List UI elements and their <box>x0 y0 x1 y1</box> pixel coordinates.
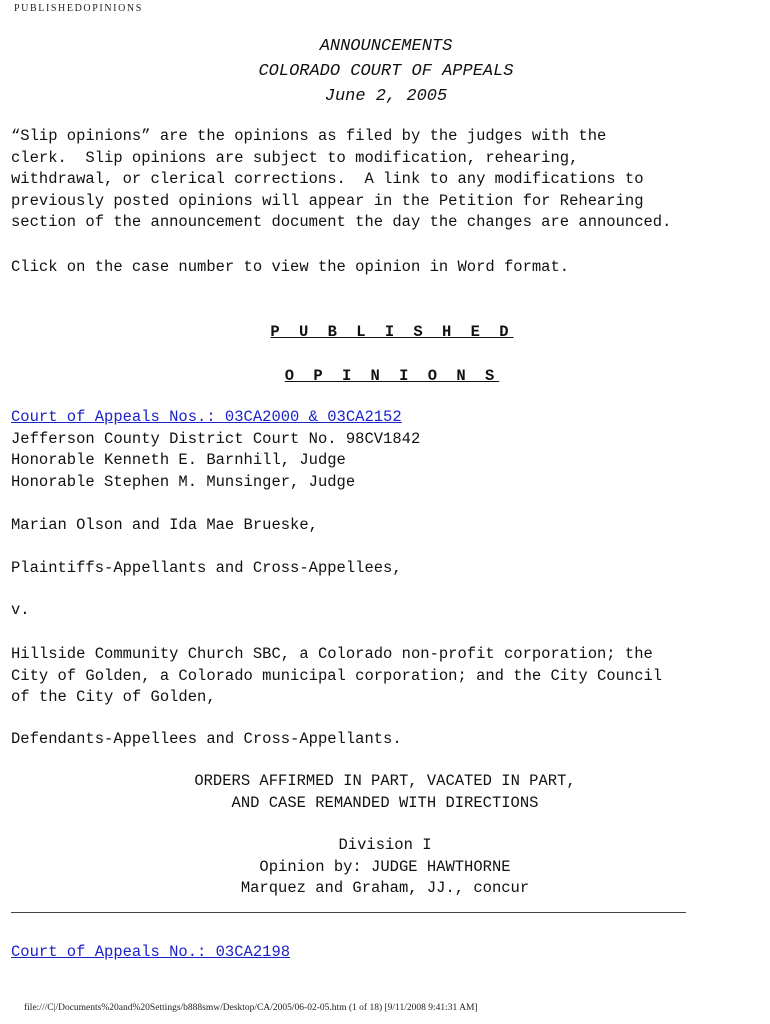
intro-line: withdrawal, or clerical corrections. A link to any modifications to <box>11 170 644 188</box>
defendants <box>11 644 761 709</box>
defendants-line: Hillside Community Church SBC, a Colorado non-profit corporation; the <box>11 645 653 663</box>
announcement-line1: ANNOUNCEMENTS <box>319 37 453 56</box>
announcement-title <box>11 34 761 109</box>
judge-line: Honorable Stephen M. Munsinger, Judge <box>11 472 356 491</box>
intro-paragraph <box>11 126 761 234</box>
disposition-line: AND CASE REMANDED WITH DIRECTIONS <box>231 793 539 812</box>
case-1-block <box>11 407 761 493</box>
disposition <box>0 771 770 814</box>
section-divider <box>11 912 686 913</box>
announcement-date: June 2, 2005 <box>324 87 448 106</box>
judge-line: Honorable Kenneth E. Barnhill, Judge <box>11 451 346 469</box>
page-header-label: PUBLISHEDOPINIONS <box>14 3 143 14</box>
intro-line: previously posted opinions will appear in the Petition for Rehearing <box>11 191 644 210</box>
defendants-line: of the City of Golden, <box>11 688 216 706</box>
versus: v. <box>11 601 30 619</box>
intro-line: section of the announcement document the day the changes are announced. <box>11 213 672 231</box>
defendants-line: City of Golden, a Colorado municipal corporation; and the City Council <box>11 666 663 685</box>
panel-info <box>0 835 770 900</box>
district-court: Jefferson County District Court No. 98CV1842 <box>11 429 421 448</box>
footer-file-path: file:///C|/Documents%20and%20Settings/b888smw/Desktop/CA/2005/06-02-05.htm (1 of 18) [9/11/2008 9:41:31 AM] <box>24 1003 478 1013</box>
published-heading: P U B L I S H E D <box>270 323 514 341</box>
announcement-court: COLORADO COURT OF APPEALS <box>258 62 514 81</box>
intro-line: clerk. Slip opinions are subject to modification, rehearing, <box>11 148 579 167</box>
disposition-line: ORDERS AFFIRMED IN PART, VACATED IN PART, <box>194 772 576 790</box>
opinion-author: Opinion by: JUDGE HAWTHORNE <box>259 857 511 876</box>
defendants-role: Defendants-Appellees and Cross-Appellants. <box>11 730 402 748</box>
case-2-block <box>11 942 761 964</box>
intro-line: “Slip opinions” are the opinions as filed by the judges with the <box>11 127 607 145</box>
division: Division I <box>338 836 432 854</box>
concurring-judges: Marquez and Graham, JJ., concur <box>240 879 530 897</box>
case-1-link[interactable]: Court of Appeals Nos.: 03CA2000 & 03CA2152 <box>11 408 402 426</box>
plaintiffs: Marian Olson and Ida Mae Brueske, <box>11 516 318 534</box>
case-2-link[interactable]: Court of Appeals No.: 03CA2198 <box>11 943 291 961</box>
opinions-heading: O P I N I O N S <box>284 367 500 385</box>
click-instruction: Click on the case number to view the opinion in Word format. <box>11 258 570 276</box>
plaintiffs-role: Plaintiffs-Appellants and Cross-Appellees, <box>11 559 402 577</box>
